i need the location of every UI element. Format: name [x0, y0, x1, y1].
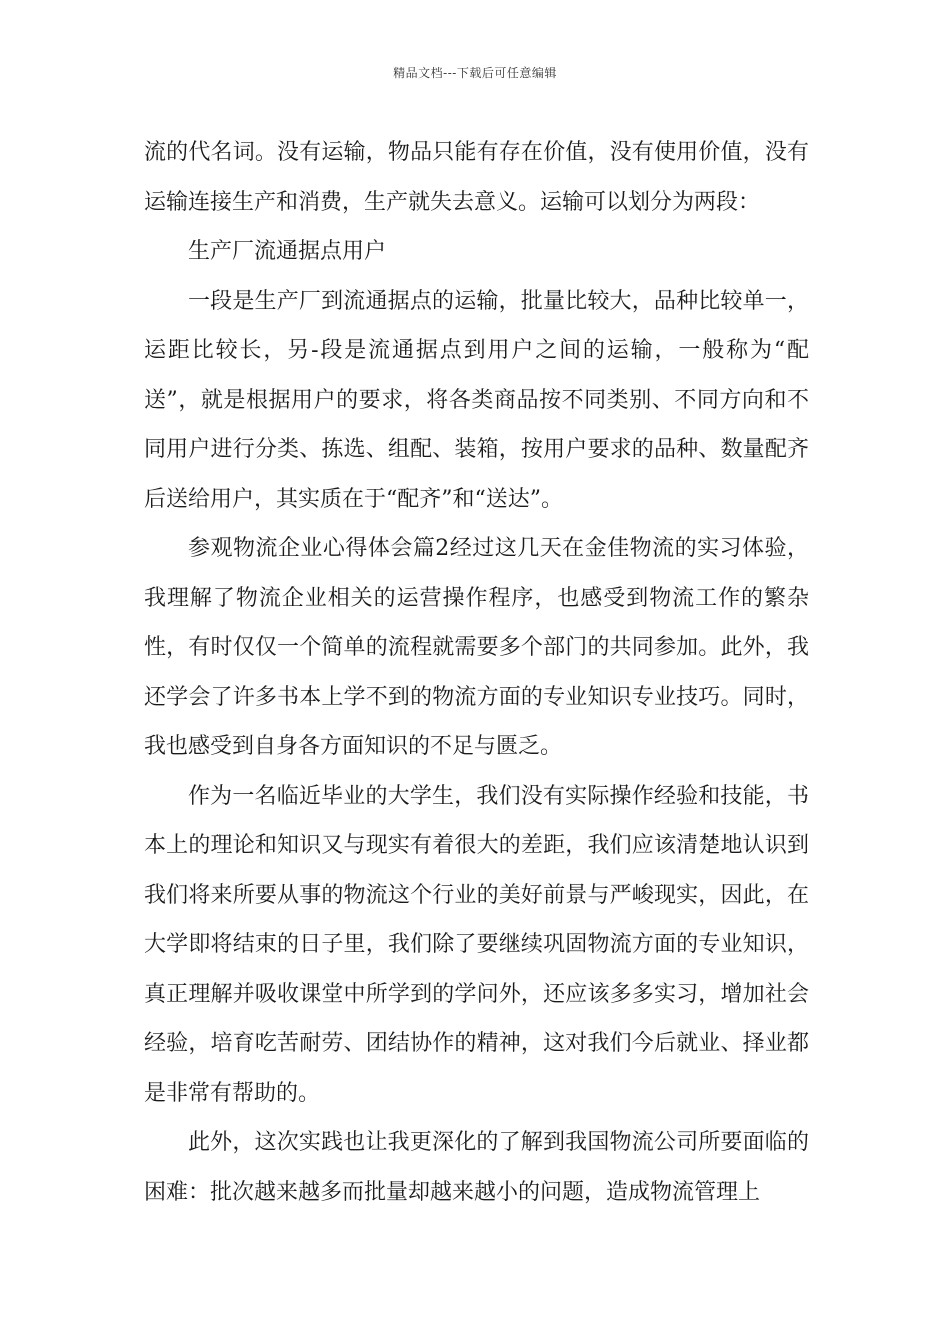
paragraph-5: 作为一名临近毕业的大学生，我们没有实际操作经验和技能，书本上的理论和知识又与现实有着很大的差距，我们应该清楚地认识到我们将来所要从事的物流这个行业的美好前景与严峻现实，因此，在大学即将结束的日子里，我们除了要继续巩固物流方面的专业知识，真正理解并吸收课堂中所学到的学问外，还应该多多实习，增加社会经验，培育吃苦耐劳、团结协作的精神，这对我们今后就业、择业都是非常有帮助的。	[144, 783, 809, 1106]
page-header: 精品文档---下载后可任意编辑	[393, 66, 557, 80]
paragraph-3: 一段是生产厂到流通据点的运输，批量比较大，品种比较单一，运距比较长，另-段是流通据点到用户之间的运输，一般称为“配送”，就是根据用户的要求，将各类商品按不同类别、不同方向和不同用户进行分类、拣选、组配、装箱，按用户要求的品种、数量配齐后送给用户，其实质在于“配齐”和“送达”。	[144, 288, 809, 512]
paragraph-6: 此外，这次实践也让我更深化的了解到我国物流公司所要面临的困难：批次越来越多而批量却越来越小的问题，造成物流管理上	[144, 1130, 809, 1205]
paragraph-2: 生产厂流通据点用户	[188, 239, 387, 264]
document-body	[144, 128, 809, 1217]
paragraph-4: 参观物流企业心得体会篇2经过这几天在金佳物流的实习体验，我理解了物流企业相关的运营操作程序，也感受到物流工作的繁杂性，有时仅仅一个简单的流程就需要多个部门的共同参加。此外，我还学会了许多书本上学不到的物流方面的专业知识专业技巧。同时，我也感受到自身各方面知识的不足与匮乏。	[144, 536, 809, 759]
paragraph-1: 流的代名词。没有运输，物品只能有存在价值，没有使用价值，没有运输连接生产和消费，生产就失去意义。运输可以划分为两段：	[144, 140, 809, 215]
